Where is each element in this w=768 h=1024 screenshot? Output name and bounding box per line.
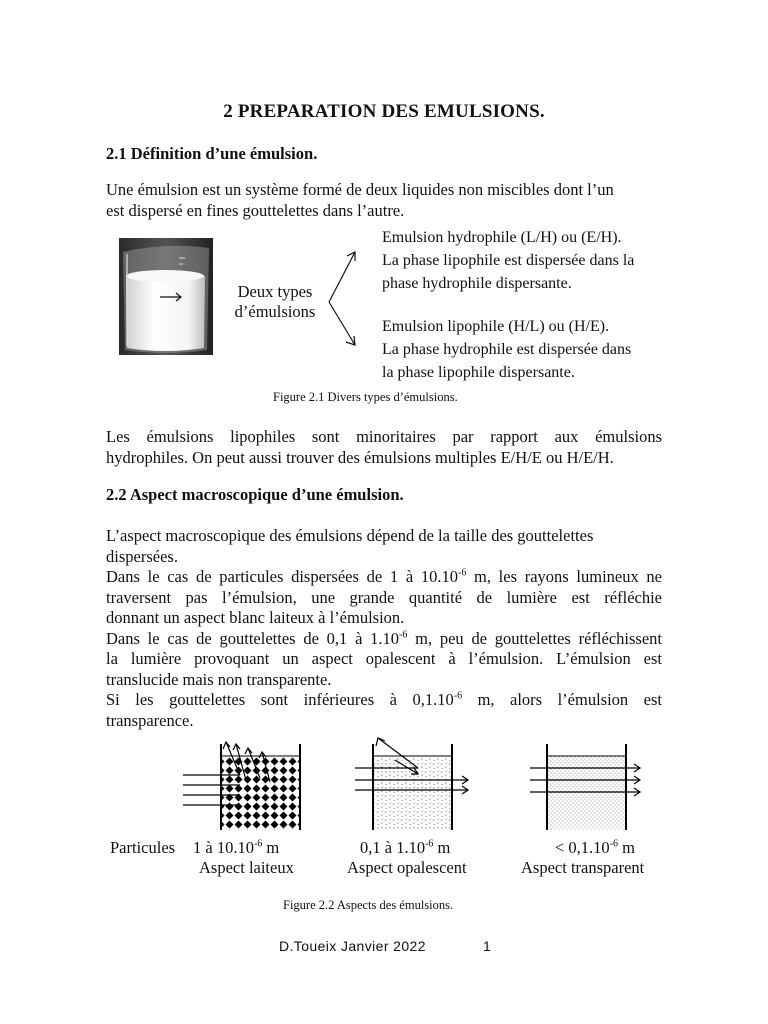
size-text: < 0,1.10	[555, 838, 610, 857]
text-part: m, peu de gouttelettes réfléchissent	[407, 628, 662, 648]
hydrophile-emulsion-desc	[382, 226, 634, 295]
text-line	[106, 690, 662, 711]
label-line: Deux types	[237, 282, 313, 301]
particles-label: Particules	[110, 838, 176, 857]
size-milky	[193, 838, 279, 858]
desc-line: La phase hydrophile est dispersée dans	[382, 341, 632, 358]
text-part: Dans le cas de particules dispersées de 1 à 10.10	[106, 567, 458, 586]
exponent: -6	[453, 690, 463, 702]
size-unit: m	[262, 838, 280, 857]
section-heading-2-2: 2.2 Aspect macroscopique d’une émulsion.	[106, 485, 404, 504]
size-unit: m	[433, 838, 451, 857]
aspect-milky-label: Aspect laiteux	[199, 858, 294, 877]
size-opalescent	[360, 838, 450, 858]
beaker-milky	[183, 742, 300, 830]
text-line: donnant un aspect blanc laiteux à l’émulsion.	[106, 608, 405, 627]
desc-line: la phase lipophile dispersante.	[382, 364, 575, 381]
desc-line: Emulsion hydrophile (L/H) ou (E/H).	[382, 229, 622, 246]
arrow-up-icon	[329, 252, 355, 302]
label-line: d’émulsions	[234, 302, 316, 321]
section-heading-2-1: 2.1 Définition d’une émulsion.	[106, 144, 318, 163]
desc-line: La phase lipophile est dispersée dans la	[382, 252, 635, 269]
text-line: Une émulsion est un système formé de deux liquides non miscibles dont l’un	[106, 180, 614, 199]
footer-author-date: D.Toueix Janvier 2022	[279, 938, 426, 954]
exponent: -6	[457, 567, 467, 579]
desc-line: phase hydrophile dispersante.	[382, 275, 572, 292]
exponent: -6	[253, 838, 263, 850]
lipophile-emulsion-desc	[382, 315, 631, 384]
desc-line: Emulsion lipophile (H/L) ou (H/E).	[382, 318, 610, 335]
text-line: L’aspect macroscopique des émulsions dépend de la taille des gouttelettes	[106, 526, 594, 545]
text-line: Les émulsions lipophiles sont minoritaires par rapport aux émulsions	[106, 427, 662, 446]
beaker-opalescent	[355, 738, 468, 830]
text-part: Dans le cas de gouttelettes de 0,1 à 1.10	[106, 628, 400, 648]
text-part: m, les rayons lumineux ne	[466, 567, 662, 586]
text-line	[106, 629, 662, 650]
aspect-transparent-label: Aspect transparent	[521, 858, 645, 877]
lipophile-paragraph	[106, 427, 662, 468]
text-line: la lumière provoquant un aspect opalescent à l’émulsion. L’émulsion est	[106, 649, 662, 668]
emulsion-types-label	[232, 282, 318, 322]
text-line	[106, 567, 662, 588]
text-line: hydrophiles. On peut aussi trouver des émulsions multiples E/H/E ou H/E/H.	[106, 447, 614, 467]
beaker-transparent	[530, 744, 640, 830]
aspect-paragraph	[106, 526, 662, 731]
exponent: -6	[609, 838, 619, 850]
page-title: 2 PREPARATION DES EMULSIONS.	[223, 101, 545, 122]
figure-2-2-caption: Figure 2.2 Aspects des émulsions.	[283, 898, 454, 912]
size-transparent	[555, 838, 635, 858]
size-text: 0,1 à 1.10	[360, 838, 426, 857]
text-part: Si les gouttelettes sont inférieures à 0,1.10	[106, 690, 454, 709]
figure-2-2-diagram	[0, 730, 768, 830]
text-part: m, alors l’émulsion est	[462, 690, 662, 709]
aspect-opalescent-label: Aspect opalescent	[347, 858, 467, 877]
text-line: translucide mais non transparente.	[106, 669, 332, 689]
figure-2-1-caption: Figure 2.1 Divers types d’émulsions.	[273, 390, 458, 404]
text-line: traversent pas l’émulsion, une grande quantité de lumière est réfléchie	[106, 587, 662, 607]
text-line: dispersées.	[106, 546, 178, 566]
text-line: est dispersé en fines gouttelettes dans l’autre.	[106, 200, 405, 220]
text-line: transparence.	[106, 710, 194, 730]
arrow-down-icon	[329, 302, 355, 345]
exponent: -6	[425, 838, 434, 850]
size-text: 1 à 10.10	[193, 838, 254, 857]
size-unit: m	[618, 838, 635, 857]
exponent: -6	[399, 629, 408, 640]
page-number: 1	[483, 938, 492, 954]
